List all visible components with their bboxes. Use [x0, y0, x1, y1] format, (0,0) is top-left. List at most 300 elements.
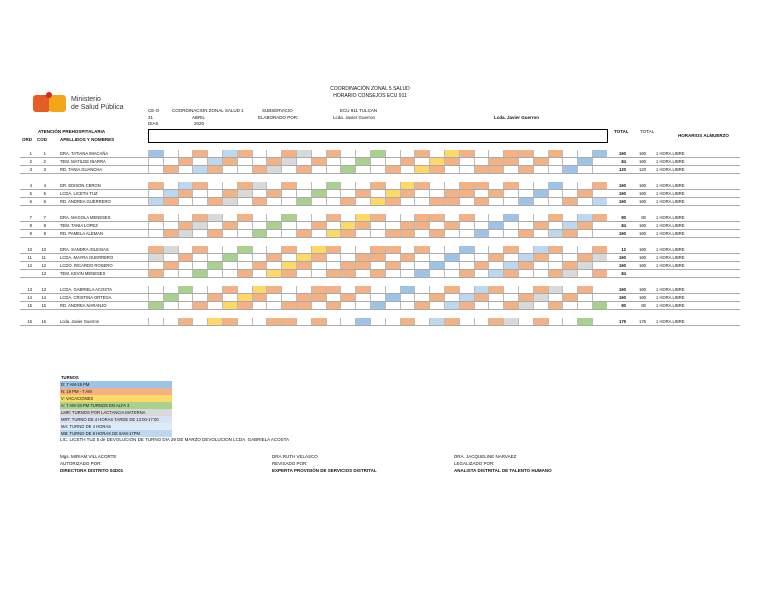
- day-cell: [370, 294, 385, 301]
- day-cell: [488, 270, 503, 277]
- table-row: [20, 302, 740, 310]
- day-cell: [192, 230, 207, 237]
- day-cell: [355, 254, 370, 261]
- day-cell: [370, 246, 385, 253]
- sig1-role: AUTORIZADO POR:: [60, 461, 102, 466]
- day-cell: [488, 286, 503, 293]
- table-row: [20, 286, 740, 294]
- row-code: 5: [43, 191, 46, 196]
- col-ord: ORD: [22, 137, 32, 142]
- day-cell: [548, 254, 563, 261]
- row-order: 15: [27, 303, 32, 308]
- legend-item: MB: TURNO DE 8 HORAS DE 8AM-17PM: [60, 430, 172, 437]
- day-cell: [414, 158, 429, 165]
- day-cell: [355, 198, 370, 205]
- right-name: Lcda. Javier Guerron: [494, 115, 540, 120]
- day-cell: [429, 286, 444, 293]
- day-cell: [355, 214, 370, 221]
- day-cell: [385, 190, 400, 197]
- att-label: ATENCIÓN PREHOSPITALARIA: [38, 129, 106, 134]
- row-order: 2: [29, 159, 32, 164]
- day-cell: [340, 262, 355, 269]
- day-cell: [326, 270, 341, 277]
- day-cell: [400, 222, 415, 229]
- day-cell: [548, 302, 563, 309]
- day-cell: [192, 254, 207, 261]
- day-cell: [237, 198, 252, 205]
- day-cell: [488, 294, 503, 301]
- sig1-title: DIRECTORA DISTRITO 04D01: [60, 468, 124, 473]
- day-cell: [385, 214, 400, 221]
- day-cell: [577, 166, 592, 173]
- day-cell: [459, 254, 474, 261]
- day-cell: [355, 246, 370, 253]
- day-cell: [518, 270, 533, 277]
- day-cell: [518, 214, 533, 221]
- day-cell: [178, 318, 193, 325]
- row-horario: 1 HORA LIBRE: [656, 287, 685, 292]
- day-cell: [266, 302, 281, 309]
- day-cell: [562, 254, 577, 261]
- day-cell: [311, 222, 326, 229]
- day-cell: [533, 302, 548, 309]
- row-code: 16: [41, 319, 46, 324]
- row-code: 2: [43, 159, 46, 164]
- day-cell: [548, 166, 563, 173]
- row-total2: 160: [639, 255, 646, 260]
- day-cell: [192, 246, 207, 253]
- row-order: 8: [29, 223, 32, 228]
- day-cell: [296, 150, 311, 157]
- day-cell: [474, 150, 489, 157]
- day-cell: [429, 318, 444, 325]
- day-cell: [148, 302, 163, 309]
- day-cell: [518, 302, 533, 309]
- day-cell: [429, 302, 444, 309]
- day-cell: [548, 318, 563, 325]
- day-cell: [577, 158, 592, 165]
- day-cell: [296, 198, 311, 205]
- day-cell: [355, 222, 370, 229]
- day-cell: [503, 318, 518, 325]
- day-cell: [459, 158, 474, 165]
- day-cell: [237, 286, 252, 293]
- day-cell: [400, 214, 415, 221]
- row-total: 160: [619, 231, 626, 236]
- day-cell: [281, 158, 296, 165]
- day-cell: [548, 222, 563, 229]
- day-cell: [385, 286, 400, 293]
- day-cell: [311, 214, 326, 221]
- day-cell: [592, 318, 607, 325]
- day-cell: [562, 182, 577, 189]
- day-cell: [178, 190, 193, 197]
- day-cell: [178, 246, 193, 253]
- row-total: 160: [619, 255, 626, 260]
- row-total2: 160: [639, 159, 646, 164]
- day-cell: [488, 318, 503, 325]
- day-cell: [252, 182, 267, 189]
- row-total2: 160: [639, 151, 646, 156]
- day-cell: [252, 318, 267, 325]
- row-order: 12: [27, 263, 32, 268]
- total2-label: TOTAL: [640, 129, 655, 134]
- day-cell: [488, 246, 503, 253]
- row-code: 7: [43, 215, 46, 220]
- day-cell: [592, 230, 607, 237]
- day-cell: [562, 246, 577, 253]
- day-cell: [266, 318, 281, 325]
- total-label: TOTAL: [614, 129, 629, 134]
- row-total2: 80: [641, 215, 646, 220]
- day-cell: [414, 286, 429, 293]
- day-cell: [222, 286, 237, 293]
- day-cell: [592, 166, 607, 173]
- day-cell: [311, 302, 326, 309]
- day-cell: [562, 270, 577, 277]
- day-cell: [207, 270, 222, 277]
- day-cell: [577, 246, 592, 253]
- day-cell: [518, 294, 533, 301]
- day-cell: [488, 262, 503, 269]
- day-cell: [326, 214, 341, 221]
- day-cell: [518, 182, 533, 189]
- day-cell: [370, 286, 385, 293]
- day-cell: [296, 166, 311, 173]
- day-cell: [281, 286, 296, 293]
- day-cell: [252, 246, 267, 253]
- day-cell: [266, 198, 281, 205]
- day-cell: [488, 166, 503, 173]
- day-cell: [488, 150, 503, 157]
- day-cell: [148, 158, 163, 165]
- day-cell: [385, 318, 400, 325]
- day-cell: [148, 190, 163, 197]
- day-cell: [385, 230, 400, 237]
- day-cell: [459, 318, 474, 325]
- day-cell: [370, 302, 385, 309]
- day-cell: [414, 222, 429, 229]
- row-name: LCDA. CRISTINA ORTEGA: [60, 295, 112, 300]
- day-cell: [207, 318, 222, 325]
- day-cell: [414, 214, 429, 221]
- day-cell: [592, 150, 607, 157]
- day-cell: [148, 318, 163, 325]
- day-cell: [326, 230, 341, 237]
- day-cell: [207, 230, 222, 237]
- day-cell: [281, 222, 296, 229]
- day-cell: [178, 198, 193, 205]
- day-cell: [296, 246, 311, 253]
- row-order: 16: [27, 319, 32, 324]
- day-cell: [414, 262, 429, 269]
- day-cell: [459, 190, 474, 197]
- day-cell: [562, 318, 577, 325]
- day-cell: [296, 302, 311, 309]
- table-row: [20, 270, 740, 278]
- day-cell: [192, 286, 207, 293]
- day-cell: [562, 294, 577, 301]
- row-order: 6: [29, 199, 32, 204]
- row-order: 10: [27, 247, 32, 252]
- day-cell: [237, 294, 252, 301]
- day-cell: [518, 150, 533, 157]
- day-cell: [562, 150, 577, 157]
- day-cell: [592, 270, 607, 277]
- day-cell: [237, 270, 252, 277]
- day-cell: [192, 150, 207, 157]
- day-cell: [222, 230, 237, 237]
- day-cell: [444, 246, 459, 253]
- day-cell: [192, 214, 207, 221]
- table-row: [20, 166, 740, 174]
- row-name: TEM. MATILDE IBARRA: [60, 159, 106, 164]
- day-cell: [444, 302, 459, 309]
- day-cell: [548, 198, 563, 205]
- day-cell: [370, 270, 385, 277]
- day-cell: [444, 166, 459, 173]
- day-cell: [429, 158, 444, 165]
- day-cell: [340, 158, 355, 165]
- day-cell: [252, 230, 267, 237]
- row-order: 1: [29, 151, 32, 156]
- day-cell: [163, 294, 178, 301]
- table-row: [20, 222, 740, 230]
- day-cell: [266, 190, 281, 197]
- day-cell: [414, 318, 429, 325]
- table-row: [20, 230, 740, 238]
- day-cell: [400, 254, 415, 261]
- day-cell: [592, 214, 607, 221]
- day-cell: [326, 286, 341, 293]
- day-cell: [178, 286, 193, 293]
- day-cell: [429, 198, 444, 205]
- row-code: 9: [43, 231, 46, 236]
- day-cell: [178, 214, 193, 221]
- day-cell: [252, 150, 267, 157]
- day-cell: [518, 246, 533, 253]
- day-cell: [266, 158, 281, 165]
- day-cell: [252, 262, 267, 269]
- row-code: 10: [41, 247, 46, 252]
- day-cell: [548, 182, 563, 189]
- day-cell: [311, 254, 326, 261]
- day-cell: [296, 190, 311, 197]
- day-cell: [488, 158, 503, 165]
- row-horario: 1 HORA LIBRE: [656, 247, 685, 252]
- row-code: 1: [43, 151, 46, 156]
- row-code: 13: [41, 287, 46, 292]
- day-cell: [237, 318, 252, 325]
- day-cell: [370, 190, 385, 197]
- day-cell: [148, 150, 163, 157]
- day-cell: [474, 262, 489, 269]
- day-cell: [562, 230, 577, 237]
- day-cell: [548, 246, 563, 253]
- day-cell: [562, 262, 577, 269]
- day-cell: [474, 254, 489, 261]
- day-cell: [281, 214, 296, 221]
- row-code: 8: [43, 223, 46, 228]
- day-cell: [178, 182, 193, 189]
- day-cell: [252, 286, 267, 293]
- day-cell: [414, 230, 429, 237]
- day-cell: [503, 222, 518, 229]
- day-label: 31: [148, 115, 154, 120]
- year-label: 2020: [194, 121, 205, 126]
- day-cell: [207, 222, 222, 229]
- day-cell: [311, 166, 326, 173]
- day-cell: [252, 158, 267, 165]
- day-cell: [222, 262, 237, 269]
- day-cell: [207, 150, 222, 157]
- day-cell: [281, 230, 296, 237]
- day-cell: [370, 214, 385, 221]
- row-total: 120: [619, 167, 626, 172]
- day-cell: [503, 214, 518, 221]
- day-cell: [459, 230, 474, 237]
- day-cell: [178, 262, 193, 269]
- day-cell: [163, 166, 178, 173]
- row-total2: 160: [639, 295, 646, 300]
- day-cell: [207, 254, 222, 261]
- row-total2: 160: [639, 223, 646, 228]
- day-cell: [444, 294, 459, 301]
- day-cell: [548, 214, 563, 221]
- day-cell: [459, 262, 474, 269]
- day-cell: [414, 270, 429, 277]
- day-cell: [474, 246, 489, 253]
- day-cell: [533, 190, 548, 197]
- day-cell: [237, 262, 252, 269]
- day-cell: [340, 198, 355, 205]
- table-row: [20, 214, 740, 222]
- day-cell: [548, 294, 563, 301]
- day-cell: [148, 270, 163, 277]
- day-cell: [400, 190, 415, 197]
- day-cell: [592, 262, 607, 269]
- day-cell: [488, 254, 503, 261]
- row-total: 80: [621, 215, 626, 220]
- day-cell: [533, 150, 548, 157]
- day-cell: [474, 158, 489, 165]
- day-cell: [444, 198, 459, 205]
- day-cell: [577, 254, 592, 261]
- row-order: 3: [29, 167, 32, 172]
- day-cell: [592, 182, 607, 189]
- day-cell: [385, 254, 400, 261]
- day-cell: [414, 166, 429, 173]
- day-cell: [533, 198, 548, 205]
- day-cell: [533, 254, 548, 261]
- day-cell: [503, 302, 518, 309]
- day-cell: [340, 214, 355, 221]
- day-cell: [444, 214, 459, 221]
- day-cell: [163, 286, 178, 293]
- row-horario: 1 HORA LIBRE: [656, 167, 685, 172]
- day-cell: [400, 302, 415, 309]
- day-cell: [400, 286, 415, 293]
- day-cell: [429, 190, 444, 197]
- day-cell: [296, 270, 311, 277]
- day-cell: [163, 270, 178, 277]
- day-cell: [533, 158, 548, 165]
- day-cell: [326, 198, 341, 205]
- day-cell: [192, 318, 207, 325]
- day-cell: [518, 198, 533, 205]
- day-cell: [533, 262, 548, 269]
- row-name: Lcda. Javier Guerron: [60, 319, 100, 324]
- table-row: [20, 318, 740, 326]
- day-cell: [207, 246, 222, 253]
- day-cell: [474, 230, 489, 237]
- ecu-label: ECU 911 TULCAN: [340, 108, 378, 113]
- day-cell: [444, 286, 459, 293]
- day-cell: [178, 270, 193, 277]
- day-cell: [222, 198, 237, 205]
- day-cell: [266, 262, 281, 269]
- day-cell: [503, 166, 518, 173]
- day-cell: [444, 262, 459, 269]
- day-cell: [385, 262, 400, 269]
- day-cell: [296, 182, 311, 189]
- day-cell: [414, 182, 429, 189]
- day-cell: [178, 294, 193, 301]
- day-cell: [518, 286, 533, 293]
- row-total: 84: [621, 223, 626, 228]
- day-cell: [459, 222, 474, 229]
- day-cell: [163, 214, 178, 221]
- logo-dot: [46, 92, 52, 98]
- day-cell: [444, 182, 459, 189]
- row-name: RD. PAMELA ALEMAN: [60, 231, 103, 236]
- day-cell: [533, 166, 548, 173]
- day-cell: [266, 270, 281, 277]
- day-cell: [400, 158, 415, 165]
- day-cell: [163, 318, 178, 325]
- day-cell: [266, 166, 281, 173]
- day-cell: [148, 254, 163, 261]
- row-total2: 160: [639, 247, 646, 252]
- day-cell: [429, 254, 444, 261]
- day-cell: [577, 302, 592, 309]
- day-cell: [459, 302, 474, 309]
- legend-item: V: VACACIONES: [60, 395, 172, 402]
- day-cell: [577, 318, 592, 325]
- day-cell: [459, 166, 474, 173]
- day-cell: [429, 214, 444, 221]
- legend-item: D: 7 AM-19 PM: [60, 381, 172, 388]
- day-cell: [252, 270, 267, 277]
- day-cell: [340, 150, 355, 157]
- day-cell: [444, 150, 459, 157]
- day-cell: [340, 190, 355, 197]
- row-total: 84: [621, 271, 626, 276]
- day-cell: [444, 270, 459, 277]
- day-cell: [562, 166, 577, 173]
- day-cell: [222, 190, 237, 197]
- day-cell: [281, 254, 296, 261]
- day-cell: [400, 294, 415, 301]
- day-cell: [592, 158, 607, 165]
- row-name: RD. ANDREA GUERRERO: [60, 199, 111, 204]
- day-cell: [340, 294, 355, 301]
- day-cell: [429, 182, 444, 189]
- day-cell: [207, 294, 222, 301]
- day-cell: [577, 150, 592, 157]
- day-cell: [577, 286, 592, 293]
- day-cell: [281, 270, 296, 277]
